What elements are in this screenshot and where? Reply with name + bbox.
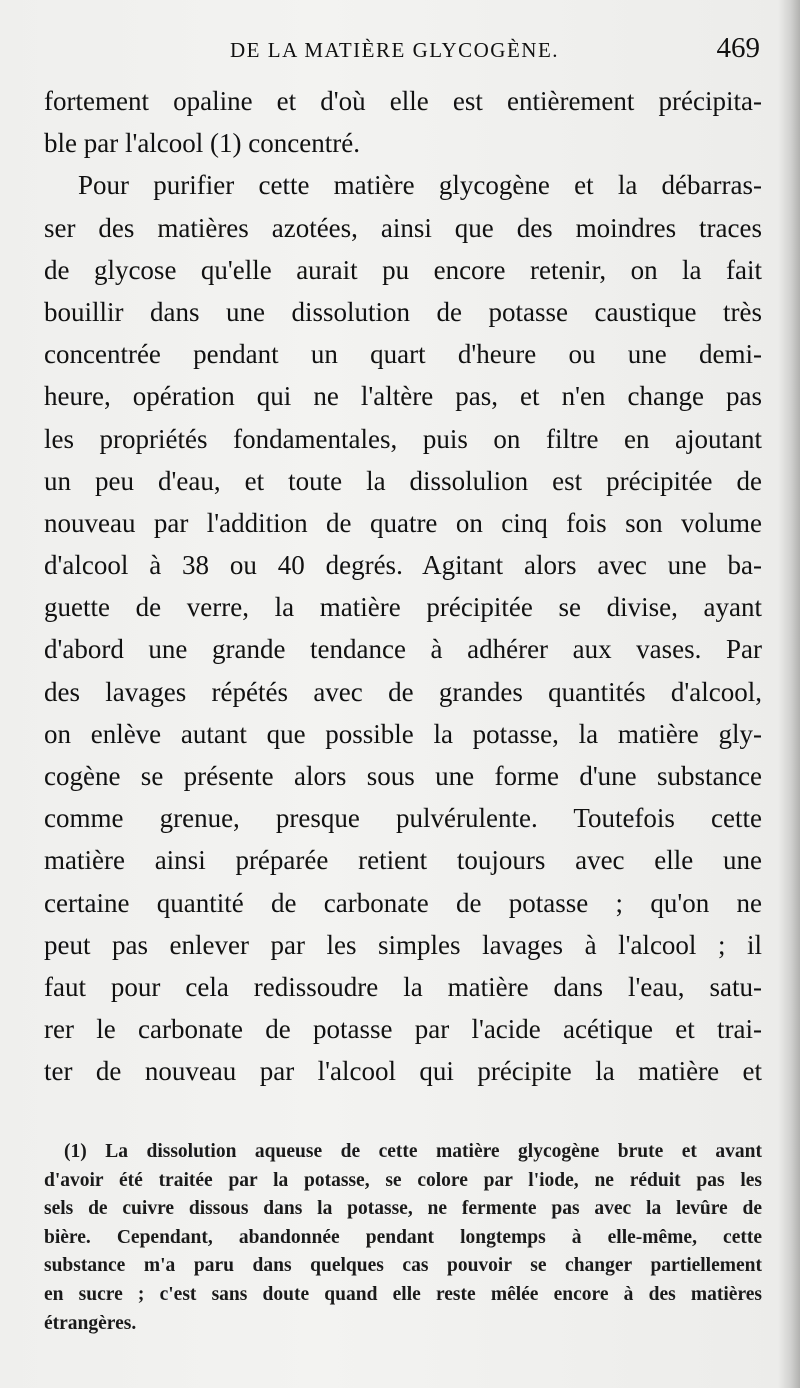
text-line: un peu d'eau, et toute la dissolulion est précipitée de [44, 465, 762, 496]
text-line: de glycose qu'elle aurait pu encore retenir, on la fait [44, 254, 762, 285]
text-line: nouveau par l'addition de quatre on cinq fois son volume [44, 507, 762, 538]
text-line: fortement opaline et d'où elle est entièrement précipita- [44, 86, 762, 116]
body-text [44, 80, 762, 1093]
text-line: d'alcool à 38 ou 40 degrés. Agitant alors avec une ba- [44, 550, 762, 581]
text-line: les propriétés fondamentales, puis on filtre en ajoutant [44, 423, 762, 454]
text-line: d'abord une grande tendance à adhérer aux vases. Par [44, 634, 762, 665]
page-header [44, 32, 760, 72]
text-line: concentrée pendant un quart d'heure ou une demi- [44, 339, 762, 370]
page-edge-shadow [778, 0, 800, 1388]
page-number: 469 [716, 32, 760, 64]
footnote-line: substance m'a paru dans quelques cas pouvoir se changer partiellement [44, 1255, 762, 1277]
text-line: on enlève autant que possible la potasse, la matière gly- [44, 718, 762, 749]
text-line: Pour purifier cette matière glycogène et la débarras- [78, 170, 762, 201]
text-line: peut pas enlever par les simples lavages à l'alcool ; il [44, 929, 762, 960]
text-line: comme grenue, presque pulvérulente. Toutefois cette [44, 803, 762, 834]
text-line: guette de verre, la matière précipitée se divise, ayant [44, 592, 762, 623]
text-line: ser des matières azotées, ainsi que des moindres traces [44, 212, 762, 243]
footnote-line: sels de cuivre dissous dans la potasse, ne fermente pas avec la levûre de [44, 1198, 762, 1220]
text-line: ble par l'alcool (1) concentré. [44, 128, 360, 159]
footnotes [44, 1138, 762, 1338]
text-line: certaine quantité de carbonate de potasse ; qu'on ne [44, 887, 762, 918]
text-line: des lavages répétés avec de grandes quantités d'alcool, [44, 676, 762, 707]
footnote-line: bière. Cependant, abandonnée pendant longtemps à elle-même, cette [44, 1226, 762, 1248]
text-line: heure, opération qui ne l'altère pas, et n'en change pas [44, 381, 762, 412]
text-line: faut pour cela redissoudre la matière dans l'eau, satu- [44, 971, 762, 1002]
text-line: rer le carbonate de potasse par l'acide acétique et trai- [44, 1014, 762, 1045]
text-line: matière ainsi préparée retient toujours avec elle une [44, 845, 762, 876]
text-line: bouillir dans une dissolution de potasse caustique très [44, 296, 762, 327]
text-line: cogène se présente alors sous une forme d'une substance [44, 761, 762, 791]
text-line: ter de nouveau par l'alcool qui précipite la matière et [44, 1056, 762, 1087]
footnote-line: en sucre ; c'est sans doute quand elle reste mêlée encore à des matières [44, 1283, 762, 1305]
running-head: DE LA MATIÈRE GLYCOGÈNE. [230, 38, 560, 62]
footnote-line: étrangères. [44, 1312, 137, 1334]
footnote-line: (1) La dissolution aqueuse de cette matière glycogène brute et avant [64, 1141, 762, 1162]
footnote-line: d'avoir été traitée par la potasse, se colore par l'iode, ne réduit pas les [44, 1169, 762, 1191]
